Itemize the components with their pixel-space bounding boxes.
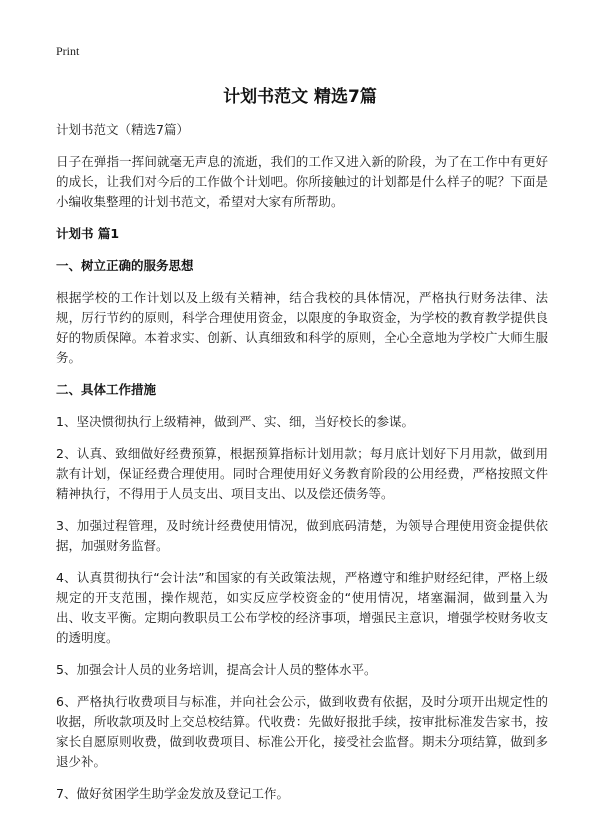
section-heading-1: 一、树立正确的服务思想: [56, 258, 194, 273]
page-title: 计划书范文 精选7篇: [223, 87, 377, 107]
document-subtitle: 计划书范文（精选7篇）: [56, 122, 189, 137]
list-item-6: 6、严格执行收费项目与标准，并向社会公示，做到收费有依据，及时分项开出规定性的收据，所收款项及时上交总校结算。代收费：先做好报批手续，按审批标准发告家书，按家长自愿原则收费，做到收费项目、标准公开化，接受社会监督。期未分项结算，做到多退少补。: [56, 694, 548, 769]
section-heading-2: 二、具体工作措施: [56, 382, 157, 397]
intro-paragraph: 日子在弹指一挥间就毫无声息的流逝，我们的工作又进入新的阶段，为了在工作中有更好的成长，让我们对今后的工作做个计划吧。你所接触过的计划都是什么样子的呢？下面是小编收集整理的计划书范文，希望对大家有所帮助。: [56, 154, 548, 209]
section-1-paragraph: 根据学校的工作计划以及上级有关精神，结合我校的具体情况，严格执行财务法律、法规，厉行节约的原则，科学合理使用资金，以限度的争取资金，为学校的教育教学提供良好的物质保障。本着求实、创新、认真细致和科学的原则，全心全意地为学校广大师生服务。: [56, 290, 548, 365]
list-item-1: 1、坚决惯彻执行上级精神，做到严、实、细，当好校长的参谋。: [56, 414, 414, 429]
list-item-7: 7、做好贫困学生助学金发放及登记工作。: [56, 786, 289, 801]
list-item-5: 5、加强会计人员的业务培训，提高会计人员的整体水平。: [56, 662, 377, 677]
list-item-4: 4、认真贯彻执行“会计法”和国家的有关政策法规，严格遵守和维护财经纪律，严格上级规定的开支范围，操作规范，如实反应学校资金的“使用情况，堵塞漏洞，做到量入为出、收支平衡。定期向教职员工公布学校的经济事项，增强民主意识，增强学校财务收支的透明度。: [56, 570, 548, 645]
chapter-heading: 计划书 篇1: [56, 226, 120, 241]
list-item-3: 3、加强过程管理，及时统计经费使用情况，做到底码清楚，为领导合理使用资金提供依据，加强财务监督。: [56, 518, 548, 553]
list-item-2: 2、认真、致细做好经费预算，根据预算指标计划用款；每月底计划好下月用款，做到用款有计划，保证经费合理使用。同时合理使用好义务教育阶段的公用经费，严格按照文件精神执行，不得用于人员支出、项目支出、以及偿还债务等。: [56, 446, 548, 501]
print-label: Print: [56, 44, 80, 58]
document-body: [56, 120, 548, 816]
